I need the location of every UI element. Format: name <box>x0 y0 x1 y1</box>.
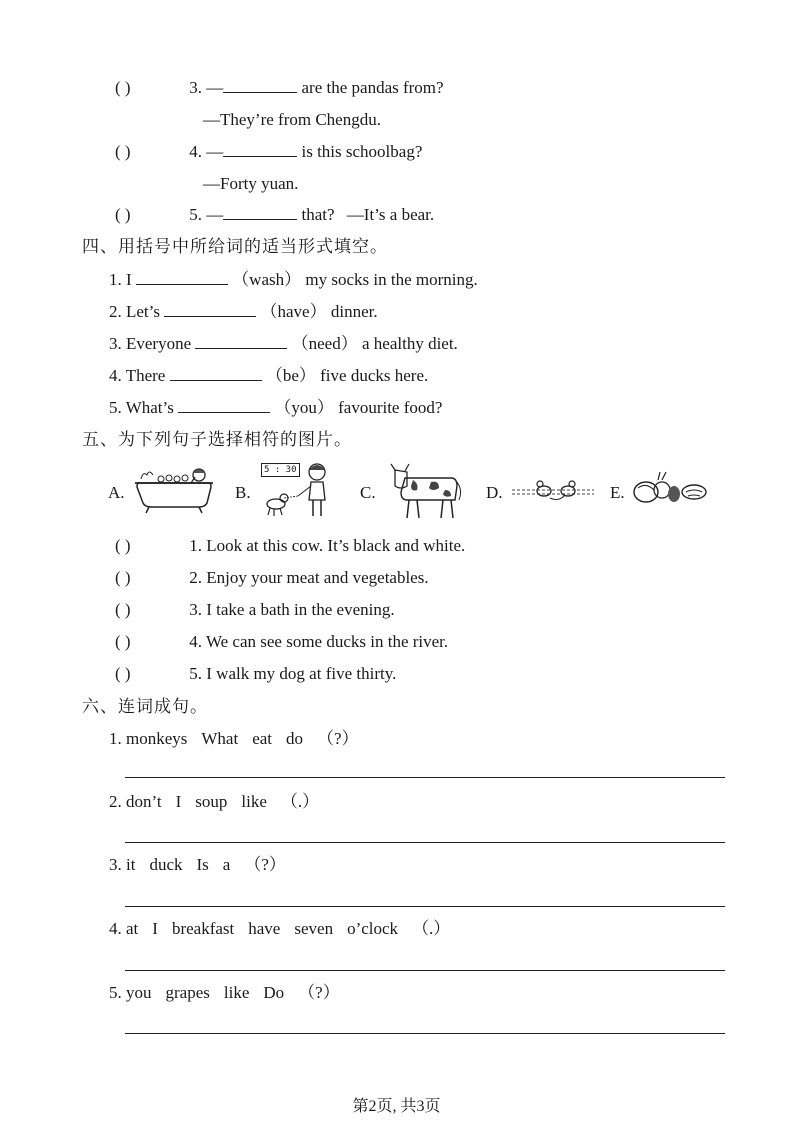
sentence-item-3 <box>109 855 286 875</box>
given-word: （you） <box>274 398 334 417</box>
item-number: 5. <box>109 983 122 1002</box>
cow-icon <box>383 460 463 522</box>
scrambled-word: at <box>126 919 139 938</box>
boy-walking-dog-icon <box>258 460 338 520</box>
fill-blank[interactable] <box>136 270 228 285</box>
scrambled-word: What <box>201 729 239 748</box>
punctuation: （?） <box>298 983 340 1002</box>
match-item-5 <box>115 664 396 684</box>
sentence-item-2 <box>109 792 319 812</box>
answer-paren[interactable]: ( ) <box>115 205 131 224</box>
answer-line[interactable] <box>125 906 725 907</box>
match-item-1 <box>115 536 465 556</box>
given-word: （have） <box>260 302 327 321</box>
scrambled-word: a <box>222 855 231 874</box>
sentence-text: 2. Enjoy your meat and vegetables. <box>189 568 429 587</box>
scrambled-word: I <box>175 792 182 811</box>
given-word: （need） <box>291 334 358 353</box>
scrambled-word: breakfast <box>171 919 235 938</box>
scrambled-word: monkeys <box>126 729 188 748</box>
fill-item-1 <box>109 270 478 290</box>
fill-blank[interactable] <box>223 142 297 157</box>
page-footer: 第2页, 共3页 <box>352 1098 441 1115</box>
item-prefix: 3. Everyone <box>109 334 192 353</box>
scrambled-word: duck <box>149 855 183 874</box>
fill-item-2 <box>109 302 378 322</box>
ducks-icon <box>510 474 596 504</box>
fill-blank[interactable] <box>178 398 270 413</box>
item-prefix: 5. What’s <box>109 398 174 417</box>
scrambled-word: Is <box>196 855 209 874</box>
given-word: （wash） <box>232 270 302 289</box>
clock-time: 5 : 30 <box>264 465 297 475</box>
scrambled-word: grapes <box>165 983 210 1002</box>
fill-item-3 <box>109 334 458 354</box>
question-number: 4. <box>189 142 202 161</box>
question-text: that? <box>301 205 335 224</box>
scrambled-word: it <box>126 855 136 874</box>
dash: — <box>206 205 224 224</box>
item-number: 4. <box>109 919 122 938</box>
answer-paren[interactable]: ( ) <box>115 78 131 97</box>
question-number: 3. <box>189 78 202 97</box>
fill-blank[interactable] <box>170 366 262 381</box>
section-5-heading: 五、为下列句子选择相符的图片。 <box>82 430 352 450</box>
scrambled-word: Do <box>263 983 285 1002</box>
bathtub-girl-icon <box>133 463 215 515</box>
answer-text: —It’s a bear. <box>346 205 435 224</box>
answer-paren[interactable]: ( ) <box>115 142 131 161</box>
section-6-heading: 六、连词成句。 <box>82 697 208 717</box>
scrambled-word: I <box>152 919 158 938</box>
sentence-item-4 <box>109 919 450 939</box>
answer-line[interactable] <box>125 777 725 778</box>
section-4-heading: 四、用括号中所给词的适当形式填空。 <box>82 237 388 257</box>
scrambled-word: seven <box>294 919 334 938</box>
answer-line[interactable] <box>125 1033 725 1034</box>
sentence-item-5 <box>109 983 340 1003</box>
item-number: 3. <box>109 855 122 874</box>
punctuation: （?） <box>244 855 286 874</box>
sentence-item-1 <box>109 729 359 749</box>
answer-4-line: —Forty yuan. <box>203 174 299 193</box>
picture-e-label: E. <box>610 483 625 502</box>
answer-paren[interactable]: ( ) <box>115 600 131 619</box>
fill-blank[interactable] <box>223 78 297 93</box>
match-item-4 <box>115 632 448 652</box>
scrambled-word: have <box>248 919 281 938</box>
question-text: is this schoolbag? <box>301 142 423 161</box>
scrambled-word: o’clock <box>347 919 399 938</box>
question-3-line <box>115 78 444 98</box>
fill-item-4 <box>109 366 428 386</box>
fill-item-5 <box>109 398 442 418</box>
answer-line[interactable] <box>125 970 725 971</box>
sentence-text: 1. Look at this cow. It’s black and white. <box>189 536 466 555</box>
item-suffix: five ducks here. <box>320 366 429 385</box>
sentence-text: 3. I take a bath in the evening. <box>189 600 395 619</box>
dash: — <box>206 78 224 97</box>
dash: — <box>206 142 224 161</box>
picture-c-label: C. <box>360 483 376 502</box>
question-number: 5. <box>189 205 202 224</box>
given-word: （be） <box>265 366 316 385</box>
answer-line[interactable] <box>125 842 725 843</box>
punctuation: （?） <box>317 729 359 748</box>
item-prefix: 2. Let’s <box>109 302 160 321</box>
item-number: 2. <box>109 792 122 811</box>
item-suffix: my socks in the morning. <box>305 270 478 289</box>
scrambled-word: eat <box>252 729 273 748</box>
sentence-text: 4. We can see some ducks in the river. <box>189 632 449 651</box>
scrambled-word: you <box>126 983 152 1002</box>
scrambled-word: like <box>223 983 250 1002</box>
answer-paren[interactable]: ( ) <box>115 536 131 555</box>
match-item-3 <box>115 600 395 620</box>
scrambled-word: like <box>241 792 267 811</box>
picture-d-label: D. <box>486 483 503 502</box>
answer-paren[interactable]: ( ) <box>115 568 131 587</box>
item-suffix: favourite food? <box>338 398 443 417</box>
item-suffix: a healthy diet. <box>361 334 458 353</box>
fill-blank[interactable] <box>195 334 287 349</box>
punctuation: （.） <box>280 792 320 811</box>
item-number: 1. <box>109 729 122 748</box>
scrambled-word: do <box>286 729 304 748</box>
sentence-text: 5. I walk my dog at five thirty. <box>189 664 397 683</box>
answer-paren[interactable]: ( ) <box>115 664 131 683</box>
question-5-line <box>115 205 434 225</box>
scrambled-word: don’t <box>126 792 162 811</box>
fill-blank[interactable] <box>223 205 297 220</box>
scrambled-word: soup <box>195 792 228 811</box>
picture-b-label: B. <box>235 483 251 502</box>
answer-3-line: —They’re from Chengdu. <box>203 110 381 129</box>
answer-paren[interactable]: ( ) <box>115 632 131 651</box>
item-prefix: 4. There <box>109 366 166 385</box>
item-suffix: dinner. <box>330 302 378 321</box>
question-text: are the pandas from? <box>301 78 444 97</box>
question-4-line <box>115 142 422 162</box>
item-prefix: 1. I <box>109 270 132 289</box>
match-item-2 <box>115 568 429 588</box>
meat-vegetables-icon <box>630 468 710 508</box>
picture-a-label: A. <box>108 483 125 502</box>
fill-blank[interactable] <box>164 302 256 317</box>
punctuation: （.） <box>412 919 451 938</box>
